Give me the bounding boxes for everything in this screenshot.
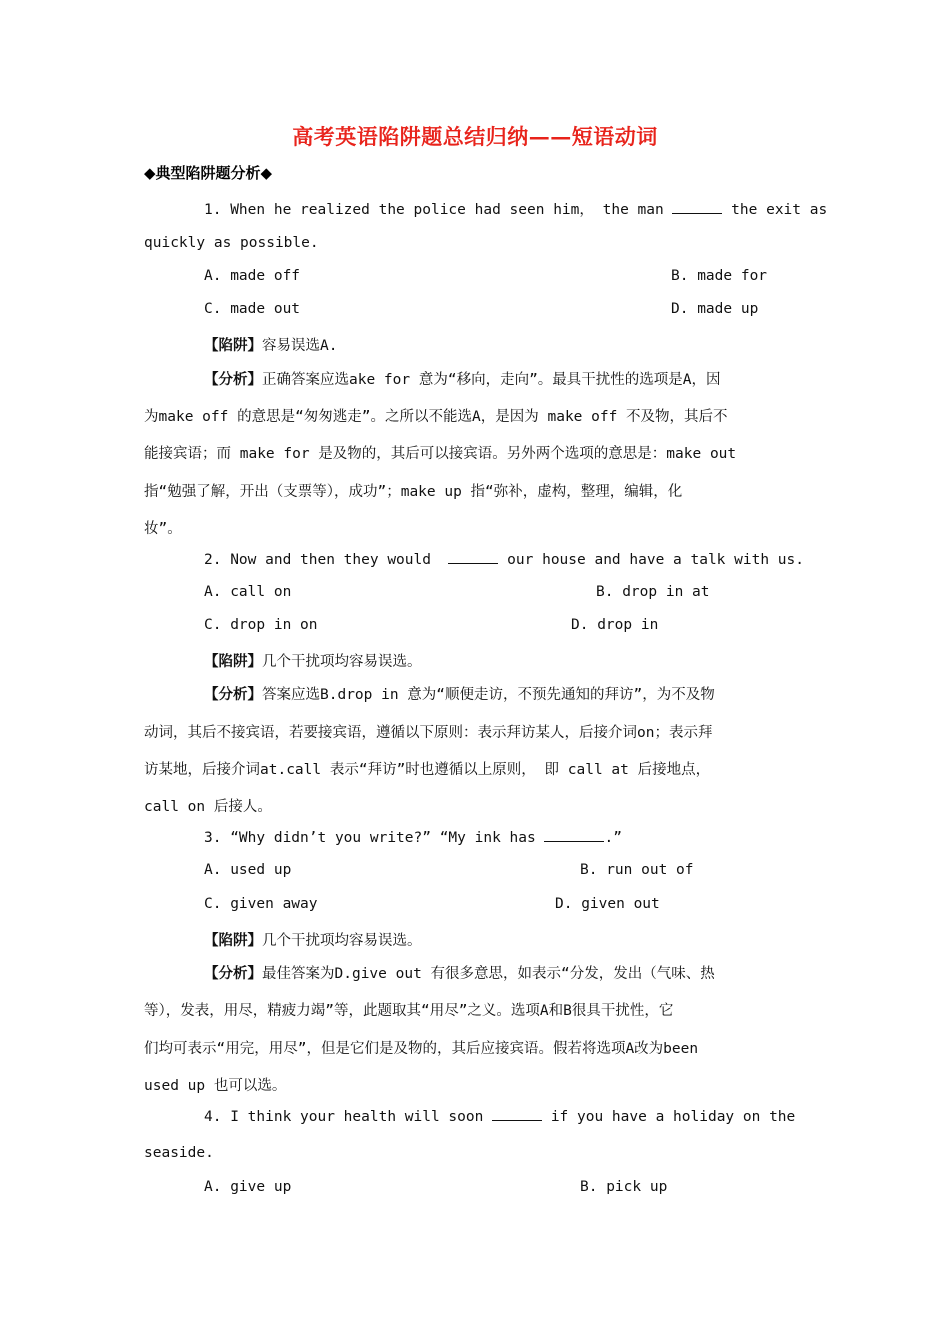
q1-option-d: D. made up [671,301,759,317]
q3-option-d: D. given out [555,896,660,912]
q4-stem-line2: seaside. [144,1145,214,1161]
q1-analysis-line: 【分析】正确答案应选ake for 意为“移向，走向”。最具干扰性的选项是A，因 [204,372,721,388]
q3-option-a: A. used up [204,862,292,878]
trap-label: 【陷阱】 [204,654,262,670]
q1-stem-line1: 1. When he realized the police had seen him， the man the exit as [204,202,828,218]
q1-option-c: C. made out [204,301,301,317]
q2-trap: 【陷阱】几个干扰项均容易误选。 [204,654,422,670]
q1-trap: 【陷阱】容易误选A. [204,338,338,354]
answer-blank [544,829,604,842]
section-heading: ◆典型陷阱题分析◆ [144,164,273,182]
q2-option-c: C. drop in on [204,617,318,633]
q2-stem-line1: 2. Now and then they would our house and have a talk with us. [204,552,804,568]
q3-analysis-line: 等），发表，用尽，精疲力竭”等，此题取其“用尽”之义。选项A和B很具干扰性，它 [144,1003,674,1019]
q1-analysis-line: 指“勉强了解，开出（支票等），成功”；make up 指“弥补，虚构，整理，编辑，化 [144,484,683,500]
analysis-label: 【分析】 [204,687,262,703]
q3-option-b: B. run out of [580,862,694,878]
q1-stem-line2: quickly as possible. [144,235,319,251]
q2-option-d: D. drop in [571,617,659,633]
q3-trap: 【陷阱】几个干扰项均容易误选。 [204,933,422,949]
answer-blank [492,1108,542,1121]
q1-option-b: B. made for [671,268,768,284]
document-title: 高考英语陷阱题总结归纳——短语动词 [292,124,658,149]
q2-analysis-line: 访某地，后接介词at.call 表示“拜访”时也遵循以上原则， 即 call at 后接地点， [144,762,711,778]
q4-stem-line1: 4. I think your health will soon if you have a holiday on the [204,1109,796,1125]
q1-analysis-line: 妆”。 [144,521,182,537]
q1-analysis-line: 能接宾语；而 make for 是及物的，其后可以接宾语。另外两个选项的意思是：make out [144,446,737,462]
q2-option-b: B. drop in at [596,584,710,600]
answer-blank [672,201,722,214]
analysis-label: 【分析】 [204,372,262,388]
analysis-label: 【分析】 [204,966,262,982]
trap-label: 【陷阱】 [204,933,262,949]
q2-option-a: A. call on [204,584,292,600]
q4-option-a: A. give up [204,1179,292,1195]
q3-option-c: C. given away [204,896,318,912]
q1-analysis-line: 为make off 的意思是“匆匆逃走”。之所以不能选A，是因为 make off 不及物，其后不 [144,409,728,425]
q3-analysis-line: 们均可表示“用完，用尽”，但是它们是及物的，其后应接宾语。假若将选项A改为been [144,1041,699,1057]
q3-analysis-line: used up 也可以选。 [144,1078,287,1094]
q2-analysis-line: call on 后接人。 [144,799,272,815]
q3-stem-line1: 3. “Why didn’t you write?” “My ink has .” [204,830,622,846]
q4-option-b: B. pick up [580,1179,668,1195]
q1-option-a: A. made off [204,268,301,284]
q2-analysis-line: 【分析】答案应选B.drop in 意为“顺便走访，不预先通知的拜访”，为不及物 [204,687,715,703]
q2-analysis-line: 动词，其后不接宾语，若要接宾语，遵循以下原则：表示拜访某人，后接介词on；表示拜 [144,725,713,741]
q3-analysis-line: 【分析】最佳答案为D.give out 有很多意思，如表示“分发，发出（气味、热 [204,966,715,982]
answer-blank [448,551,498,564]
trap-label: 【陷阱】 [204,338,262,354]
